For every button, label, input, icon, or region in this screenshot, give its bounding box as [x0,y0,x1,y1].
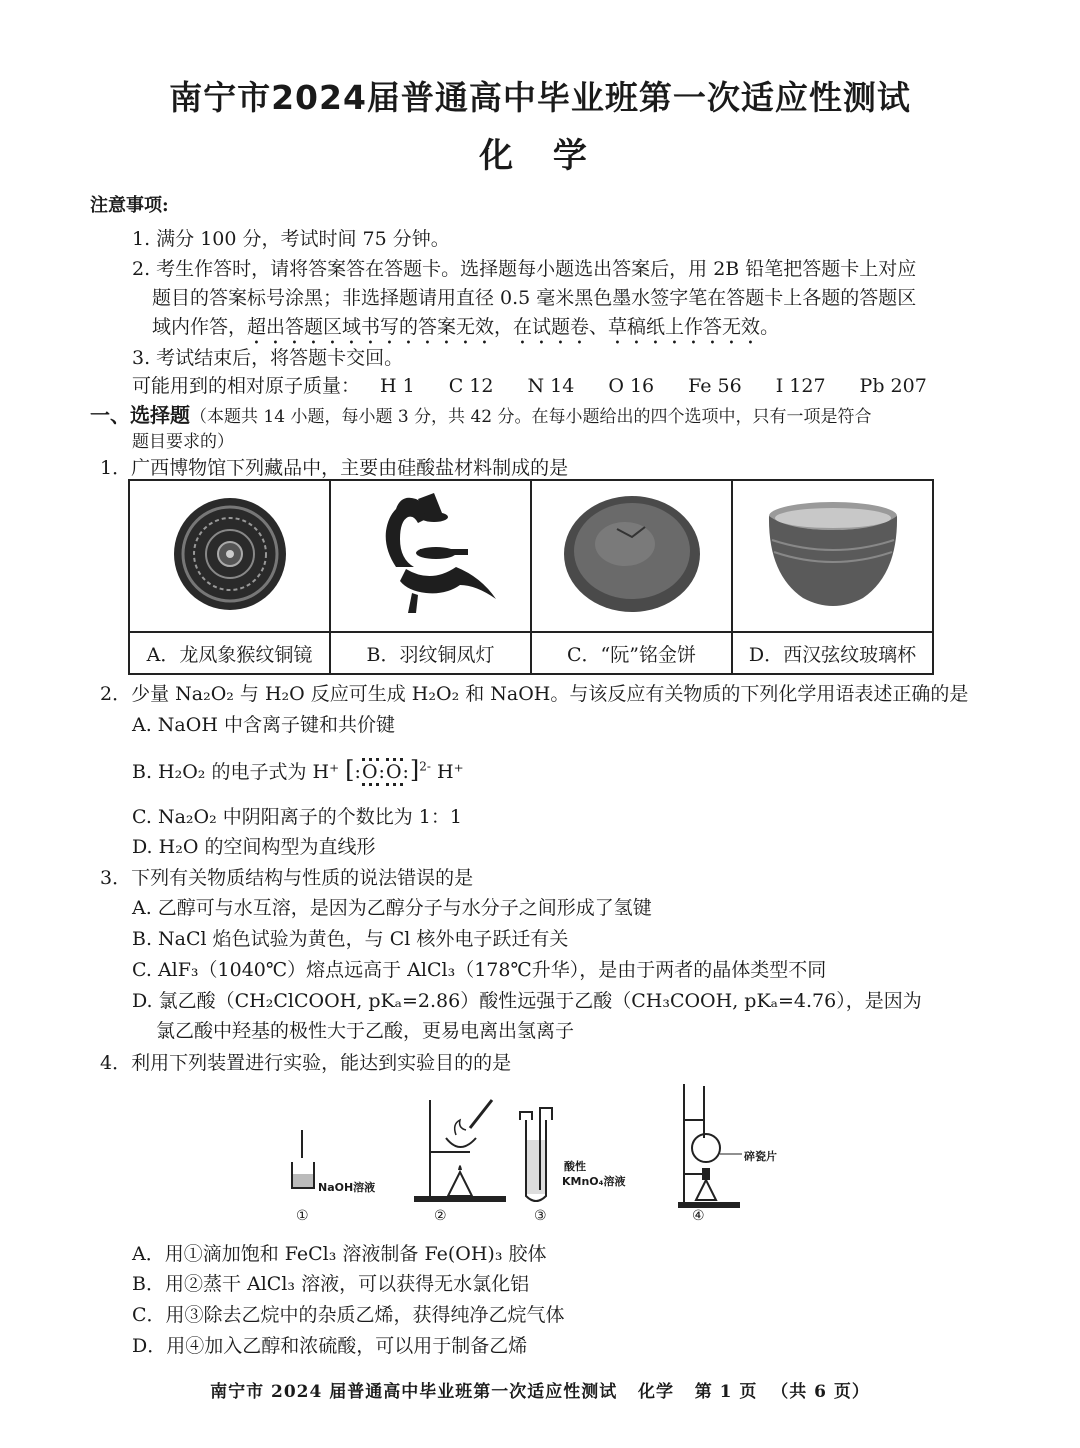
apparatus-number-2: ② [434,1208,447,1224]
q2-option-b-text: B. H₂O₂ 的电子式为 [132,761,307,783]
notice-item-1: 1. 满分 100 分，考试时间 75 分钟。 [132,228,450,250]
q1-option-a: A．龙凤象猴纹铜镜 [129,632,330,674]
bracket-right: ] [409,756,420,784]
formula-h2: H⁺ [437,761,464,783]
q4-option-d: D．用④加入乙醇和浓硫酸，可以用于制备乙烯 [132,1335,528,1357]
mass-fe: Fe 56 [688,375,742,397]
q2-option-b [132,756,464,784]
q1-image-c [531,480,732,632]
section-1-header [90,399,872,428]
notice-item-3: 3. 考试结束后，将答题卡交回。 [132,347,404,369]
q2-stem: 2．少量 Na₂O₂ 与 H₂O 反应可生成 H₂O₂ 和 NaOH。与该反应有关物质的下列化学用语表述正确的是 [100,683,969,705]
apparatus-number-1: ① [296,1208,309,1224]
gold-cake-image [557,489,707,619]
q1-option-d: D．西汉弦纹玻璃杯 [732,632,933,674]
q3-option-d-line-2: 氯乙酸中羟基的极性大于乙酸，更易电离出氢离子 [156,1020,575,1042]
page-footer: 南宁市 2024 届普通高中毕业班第一次适应性测试 化学 第 1 页 （共 6 页） [210,1382,870,1402]
formula-charge: 2- [419,759,431,774]
q3-stem: 3．下列有关物质结构与性质的说法错误的是 [100,867,474,889]
apparatus-number-3: ③ [534,1208,547,1224]
q1-option-c: C．“阮”铭金饼 [531,632,732,674]
mass-c: C 12 [448,375,494,397]
glass-cup-image [758,494,908,614]
section-1-desc-1: （本题共 14 小题，每小题 3 分，共 42 分。在每小题给出的四个选项中，只有一项是符合 [190,407,872,427]
exam-title: 南宁市2024届普通高中毕业班第一次适应性测试 [169,78,911,117]
mass-n: N 14 [527,375,575,397]
section-1-title: 一、选择题 [90,403,190,427]
notice-item-2-line-2: 题目的答案标号涂黑；非选择题请用直径 0.5 毫米黑色墨水签字笔在答题卡上各题的答题区 [152,287,917,309]
label-kmno4-solution: KMnO₄溶液 [562,1175,626,1188]
formula-h1: H⁺ [312,761,340,783]
notice-text: 域内作答， [152,316,248,338]
notice-text: 。 [760,316,780,338]
q2-option-d: D. H₂O 的空间构型为直线形 [132,836,376,858]
q4-apparatus-figure [280,1080,810,1230]
phoenix-lamp-image [356,489,506,619]
q4-stem: 4．利用下列装置进行实验，能达到实验目的的是 [100,1052,512,1074]
q1-option-b: B．羽纹铜凤灯 [330,632,531,674]
mass-o: O 16 [608,375,655,397]
electron-formula [313,756,464,784]
q4-option-c: C．用③除去乙烷中的杂质乙烯，获得纯净乙烷气体 [132,1304,565,1326]
label-acidic: 酸性 [564,1160,586,1173]
notice-heading: 注意事项: [90,195,169,216]
apparatus-number-4: ④ [692,1208,705,1224]
q1-options-table [128,479,934,675]
bracket-left: [ [345,756,355,784]
q4-option-a: A．用①滴加饱和 FeCl₃ 溶液制备 Fe(OH)₃ 胶体 [132,1243,547,1265]
label-naoh-solution: NaOH溶液 [318,1181,376,1194]
q1-image-b [330,480,531,632]
section-1-desc-2: 题目要求的） [132,432,234,452]
formula-o-atoms: :O:O: [355,758,410,786]
notice-item-2-line-1: 2. 考生作答时，请将答案答在答题卡。选择题每小题选出答案后，用 2B 铅笔把答题卡上对应 [132,258,917,280]
q1-image-d [732,480,933,632]
mass-pb: Pb 207 [859,375,927,397]
mass-h: H 1 [380,375,415,397]
label-porcelain-chips: 碎瓷片 [744,1150,777,1163]
q1-image-a [129,480,330,632]
emphasis-text-1: 超出答题区域书写的答案无效 [247,316,495,338]
bronze-mirror-image [170,494,290,614]
masses-label: 可能用到的相对原子质量： [132,375,361,397]
q3-option-c: C. AlF₃（1040℃）熔点远高于 AlCl₃（178℃升华），是由于两者的晶体类型不同 [132,959,827,981]
emphasis-text-2: 在试题卷、草稿纸上作答无效 [513,316,761,338]
q3-option-d-line-1: D. 氯乙酸（CH₂ClCOOH, pKₐ=2.86）酸性远强于乙酸（CH₃COOH, pKₐ=4.76），是因为 [132,990,922,1012]
q2-option-a: A. NaOH 中含离子键和共价键 [132,714,395,736]
formula-o1: O [362,758,379,786]
q3-option-b: B. NaCl 焰色试验为黄色，与 Cl 核外电子跃迁有关 [132,928,569,950]
formula-o2: O [386,758,403,786]
subject-title: 化 学 [479,136,601,176]
q3-option-a: A. 乙醇可与水互溶，是因为乙醇分子与水分子之间形成了氢键 [132,897,652,919]
q1-stem: 1．广西博物馆下列藏品中，主要由硅酸盐材料制成的是 [100,457,569,479]
notice-text: ， [494,316,514,338]
q4-option-b: B．用②蒸干 AlCl₃ 溶液，可以获得无水氯化铝 [132,1273,530,1295]
atomic-masses [132,371,961,398]
mass-i: I 127 [775,375,826,397]
q2-option-c: C. Na₂O₂ 中阴阳离子的个数比为 1：1 [132,806,462,828]
